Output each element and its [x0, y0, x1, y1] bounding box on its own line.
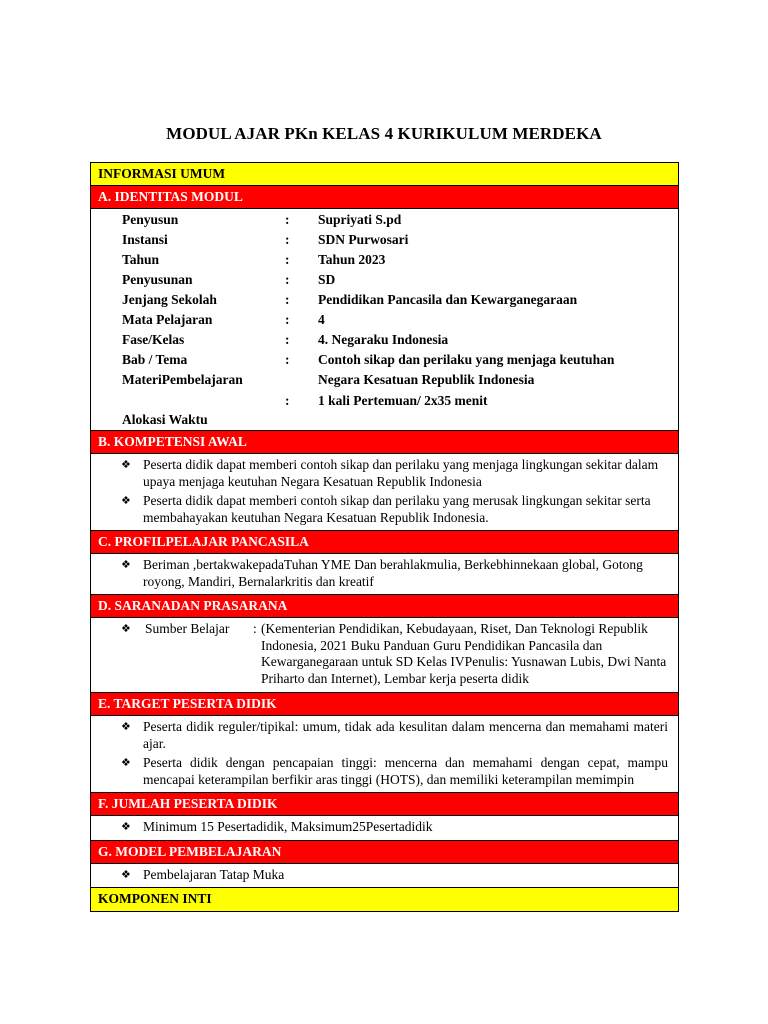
- identitas-row: [91, 292, 678, 312]
- identitas-value: 4: [318, 312, 325, 327]
- identitas-row: [91, 232, 678, 252]
- diamond-bullet-icon: ❖: [121, 558, 131, 571]
- list-item: [121, 457, 668, 490]
- target-list: [91, 716, 678, 793]
- model-list: [91, 864, 678, 889]
- sumber-belajar-label: Sumber Belajar: [145, 621, 230, 636]
- identitas-label: Instansi: [122, 232, 168, 247]
- list-item-text: Pembelajaran Tatap Muka: [143, 866, 285, 882]
- identitas-value: SDN Purwosari: [318, 232, 409, 247]
- identitas-label: Fase/Kelas: [122, 332, 185, 347]
- page-title: MODUL AJAR PKn KELAS 4 KURIKULUM MERDEKA: [166, 124, 602, 143]
- list-item: [121, 719, 668, 752]
- diamond-bullet-icon: ❖: [121, 458, 131, 471]
- identitas-block: [91, 209, 678, 431]
- section-model-pembelajaran: G. MODEL PEMBELAJARAN: [91, 841, 678, 864]
- identitas-label: MateriPembelajaran: [122, 372, 243, 387]
- kompetensi-list: [91, 454, 678, 531]
- identitas-value: 4. Negaraku Indonesia: [318, 332, 449, 347]
- colon: :: [285, 272, 290, 287]
- list-item: [121, 819, 668, 836]
- identitas-label: Alokasi Waktu: [122, 412, 208, 427]
- list-item-text: Beriman ,bertakwakepadaTuhan YME Dan berahlakmulia, Berkebhinnekaan global, Gotong royong, Mandiri, Bernalarkritis dan kreatif: [143, 557, 643, 589]
- diamond-bullet-icon: ❖: [121, 867, 131, 881]
- colon: :: [285, 352, 290, 367]
- identitas-row: [91, 393, 678, 413]
- diamond-bullet-icon: ❖: [121, 494, 131, 507]
- identitas-label: Bab / Tema: [122, 352, 188, 367]
- section-sarana-prasarana: D. SARANADAN PRASARANA: [91, 595, 678, 618]
- list-item-text: Peserta didik reguler/tipikal: umum, tidak ada kesulitan dalam mencerna dan memahami materi ajar.: [143, 719, 668, 751]
- section-identitas-modul: A. IDENTITAS MODUL: [91, 186, 678, 209]
- diamond-bullet-icon: ❖: [121, 622, 131, 635]
- identitas-value: 1 kali Pertemuan/ 2x35 menit: [318, 393, 488, 408]
- identitas-value: Negara Kesatuan Republik Indonesia: [318, 372, 535, 387]
- profil-list: [91, 554, 678, 595]
- list-item: [121, 867, 668, 884]
- list-item: [121, 493, 668, 526]
- colon: :: [285, 393, 290, 408]
- section-target-peserta: E. TARGET PESERTA DIDIK: [91, 693, 678, 716]
- diamond-bullet-icon: ❖: [121, 820, 131, 833]
- sarana-block: [91, 618, 678, 693]
- section-kompetensi-awal: B. KOMPETENSI AWAL: [91, 431, 678, 454]
- identitas-value: Tahun 2023: [318, 252, 386, 267]
- identitas-value: Supriyati S.pd: [318, 212, 402, 227]
- identitas-label: Tahun: [122, 252, 160, 267]
- colon: :: [285, 212, 290, 227]
- list-item: [121, 755, 668, 788]
- identitas-value: Contoh sikap dan perilaku yang menjaga keutuhan: [318, 352, 615, 367]
- section-informasi-umum: INFORMASI UMUM: [91, 163, 678, 186]
- colon: :: [285, 232, 290, 247]
- identitas-row: [91, 352, 678, 372]
- section-jumlah-peserta: F. JUMLAH PESERTA DIDIK: [91, 793, 678, 816]
- identitas-value: SD: [318, 272, 336, 287]
- list-item-text: Peserta didik dengan pencapaian tinggi: mencerna dan memahami dengan cepat, mampu mencapai keterampilan berfikir aras tinggi (HOTS), dan memiliki keterampilan memimpin: [143, 755, 668, 787]
- colon: :: [285, 312, 290, 327]
- identitas-label: Mata Pelajaran: [122, 312, 213, 327]
- colon: :: [285, 332, 290, 347]
- identitas-row: [91, 212, 678, 232]
- sumber-belajar-text: (Kementerian Pendidikan, Kebudayaan, Riset, Dan Teknologi Republik Indonesia, 2021 Buku Panduan Guru Pendidikan Pancasila dan Kewarganegaraan untuk SD Kelas IVPenulis: Yusnawan Lubis, Dwi Nanta Priharto dan Internet), Lembar kerja peserta didik: [261, 621, 667, 686]
- diamond-bullet-icon: ❖: [121, 720, 131, 733]
- identitas-row: [91, 412, 678, 432]
- identitas-value: Pendidikan Pancasila dan Kewarganegaraan: [318, 292, 578, 307]
- identitas-row: [91, 332, 678, 352]
- identitas-label: Penyusunan: [122, 272, 193, 287]
- colon: :: [285, 252, 290, 267]
- identitas-row: [91, 372, 678, 392]
- list-item-text: Peserta didik dapat memberi contoh sikap dan perilaku yang merusak lingkungan sekitar serta membahayakan keutuhan Negara Kesatuan Republik Indonesia.: [143, 493, 651, 525]
- jumlah-list: [91, 816, 678, 841]
- identitas-label: Penyusun: [122, 212, 179, 227]
- identitas-row: [91, 272, 678, 292]
- diamond-bullet-icon: ❖: [121, 756, 131, 769]
- list-item-text: Minimum 15 Pesertadidik, Maksimum25Pesertadidik: [143, 819, 433, 834]
- colon: :: [253, 621, 257, 636]
- list-item: [121, 557, 668, 590]
- identitas-row: [91, 252, 678, 272]
- section-komponen-inti: KOMPONEN INTI: [91, 888, 678, 911]
- identitas-row: [91, 312, 678, 332]
- module-table: [90, 162, 679, 912]
- identitas-label: Jenjang Sekolah: [122, 292, 217, 307]
- colon: :: [285, 292, 290, 307]
- section-profil-pelajar: C. PROFILPELAJAR PANCASILA: [91, 531, 678, 554]
- list-item-text: Peserta didik dapat memberi contoh sikap dan perilaku yang menjaga lingkungan sekitar dalam upaya menjaga keutuhan Negara Kesatuan Republik Indonesia: [143, 457, 659, 489]
